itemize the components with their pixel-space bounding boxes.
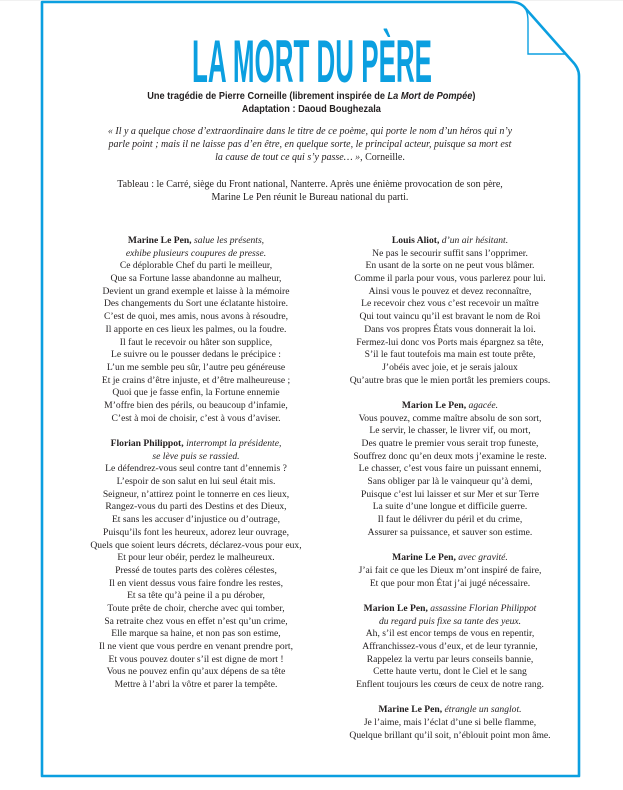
speech-block (69, 438, 323, 692)
scene-setting (60, 178, 560, 204)
verse-line: L’un me semble peu sûr, l’autre peu généreuse (106, 361, 286, 373)
stage-direction: avec gravité. (458, 552, 508, 564)
adaptation-credit: Adaptation : Daoud Boughezala (241, 104, 381, 115)
epigraph-last-line (60, 151, 560, 164)
verse-line: Je l’aime, mais l’éclat d’une si belle flamme, (363, 717, 537, 729)
verse-line: Et sa tête qu’à peine il a pu dérober, (127, 590, 265, 602)
verse-line: Et je crains d’être injuste, et d’être malheureuse ; (101, 374, 291, 386)
verse-line: L’espoir de son salut en lui seul était mis. (116, 476, 276, 488)
verse-line: Quoi que je fasse enfin, la Fortune ennemie (112, 387, 280, 399)
verse-line: Seigneur, n’attirez point le tonnerre en ces lieux, (102, 488, 290, 500)
verse-line: Et sans les accuser d’injustice ou d’outrage, (111, 514, 281, 526)
subtitle-prefix: Une tragédie de Pierre Corneille (librement inspirée de (147, 91, 388, 102)
verse-line: La suite d’une longue et difficile guerre. (372, 501, 528, 513)
verse-line: Puisqu’ils font les heureux, adorez leur ouvrage, (103, 526, 289, 538)
speaker-name: Marine Le Pen, (378, 704, 443, 716)
verse-line: Rangez-vous du parti des Destins et des Dieux, (105, 501, 287, 513)
speaker-line (69, 235, 323, 248)
stage-direction: étrangle un sanglot. (444, 704, 522, 716)
verse-line: Le chasser, c’est vous faire un puissant ennemi, (358, 463, 542, 475)
verse-line: Sa retraite chez vous en effet n’est qu’un crime, (104, 615, 288, 627)
speaker-name: Florian Philippot, (110, 438, 184, 449)
subtitle-work-title: La Mort de Pompée (387, 91, 473, 102)
page-title (0, 0, 623, 100)
verse-line: Et pour leur obéir, perdez le malheureux. (117, 552, 275, 564)
verse-line: Vous ne pouvez enfin qu’aux dépens de sa tête (106, 666, 286, 678)
verse-line: Le servir, le chasser, le livrer vif, ou mort, (369, 425, 531, 437)
speech-block (323, 400, 577, 540)
verse-line: Puisque c’est lui laisser et sur Mer et sur Terre (361, 488, 539, 500)
epigraph-line: « Il y a quelque chose d’extraordinaire dans le titre de ce poème, qui porte le nom d’un héros qui n’y (107, 126, 513, 137)
verse-line: Dans vos propres États vous donnerait la loi. (364, 323, 536, 335)
speaker-line (323, 235, 577, 248)
title-text: LA MORT DU PÈRE (192, 28, 432, 95)
verse-line: Assurer sa puissance, et sauver son estime. (367, 526, 533, 538)
speech-block (323, 704, 577, 742)
verse-line: Il faut le recevoir ou hâter son supplice, (119, 336, 273, 348)
verse-line: Sans obliger par là le vainqueur qu’à demi, (367, 476, 533, 488)
speech-block (69, 235, 323, 425)
verse-line: Mettre à l’abri la vôtre et parer la tempête. (114, 679, 278, 691)
verse-line: Il apporte en ces lieux les palmes, ou la foudre. (105, 323, 287, 335)
speaker-line (323, 400, 577, 413)
verse-line: Des changements du Sort une éclatante histoire. (103, 298, 289, 310)
epigraph-line: la cause de tout ce qui s’y passe… » (215, 152, 361, 163)
speaker-line (323, 704, 577, 717)
verse-line: Affranchissez-vous d’eux, et de leur tyrannie, (362, 641, 538, 652)
speaker-name: Louis Aliot, (391, 235, 440, 246)
verse-line: Comme il parla pour vous, vous parlerez pour lui. (354, 273, 546, 285)
verse-line: Fermez-lui donc vos Ports mais épargnez sa tête, (356, 336, 544, 348)
verse-line: Pressé de toutes parts des colères célestes, (115, 564, 277, 576)
verse-line: Souffrez donc qu’en deux mots j’examine le reste. (353, 450, 547, 462)
speech-block (323, 235, 577, 387)
verse-line: Cette haute vertu, dont le Ciel et le sang (373, 666, 527, 678)
verse-line: M’offre bien des périls, ou beaucoup d’infamie, (104, 399, 288, 411)
verse-line: Le défendrez-vous seul contre tant d’ennemis ? (105, 463, 287, 475)
verse-line: J’ai fait ce que les Dieux m’ont inspiré de faire, (358, 564, 542, 576)
speech-block (323, 552, 577, 590)
setting-line: Tableau : le Carré, siège du Front national, Nanterre. Après une énième provocation de son père, (117, 179, 503, 190)
verse-line: Devient un grand exemple et laisse à la mémoire (102, 285, 290, 297)
verse-line: Rappelez la vertu par leurs conseils bannie, (366, 653, 534, 665)
stage-direction: interrompt la présidente, (186, 438, 282, 449)
right-column (323, 235, 577, 743)
verse-line: Ah, s’il est encor temps de vous en repentir, (365, 628, 535, 640)
speaker-line (69, 438, 323, 451)
setting-line: Marine Le Pen réunit le Bureau national du parti. (211, 192, 409, 203)
stage-direction: se lève puis se rassied. (152, 450, 240, 462)
verse-line: Enflent toujours les cœurs de ceux de notre rang. (356, 679, 544, 691)
verse-line: Et que pour mon État j’ai jugé nécessaire. (369, 577, 531, 589)
verse-line: Ainsi vous le pouvez et devez reconnaître, (368, 285, 532, 297)
verse-line: Le suivre ou le pousser dedans le précipice : (111, 349, 281, 361)
verse-line: Elle marque sa haine, et non pas son estime, (111, 628, 281, 640)
stage-direction: agacée. (468, 399, 499, 411)
verse-line: En usant de la sorte on ne peut vous blâmer. (365, 260, 535, 272)
verse-line: Et vous pouvez douter s’il est digne de mort ! (108, 653, 284, 665)
verse-line: Vous pouvez, comme maître absolu de son sort, (358, 412, 542, 424)
verse-line: C’est de quoi, mes amis, nous avons à résoudre, (103, 311, 289, 323)
left-column (69, 235, 323, 692)
verse-line: Toute prête de choir, cherche avec qui tomber, (107, 602, 285, 614)
speaker-name: Marine Le Pen, (127, 235, 192, 246)
stage-direction: d’un air hésitant. (441, 235, 509, 246)
stage-direction: assassine Florian Philippot (430, 602, 537, 614)
stage-direction: exhibe plusieurs coupures de presse. (125, 247, 267, 259)
verse-line: Quelque brillant qu’il soit, n’éblouit point mon âme. (349, 729, 551, 741)
verse-line: Il faut le délivrer du péril et du crime, (377, 514, 523, 526)
epigraph-line: parle point ; mais il ne laisse pas d’en être, en quelque sorte, le principal acteur, puisque sa mort est (108, 139, 512, 150)
verse-line: Il ne vient que vous perdre en venant prendre port, (99, 641, 293, 652)
speech-block (323, 603, 577, 692)
subtitle (25, 90, 598, 103)
stage-direction: salue les présents, (194, 235, 265, 246)
verse-line: S’il le faut toutefois ma main est toute prête, (364, 349, 536, 361)
verse-line: Ce déplorable Chef du parti le meilleur, (119, 260, 273, 272)
speaker-name: Marion Le Pen, (363, 602, 428, 614)
verse-line: Quels que soient leurs décrets, déclarez-vous pour eux, (90, 539, 302, 551)
verse-line: Il en vient dessus vous faire fondre les restes, (109, 577, 283, 589)
verse-line: J’obéis avec joie, et je serais jaloux (382, 361, 518, 373)
verse-line: Des quatre le premier vous serait trop funeste, (361, 438, 539, 449)
verse-line: C’est à moi de choisir, c’est à vous d’aviser. (111, 412, 281, 424)
speaker-line (323, 603, 577, 616)
epigraph-attribution: , Corneille. (360, 152, 405, 163)
speaker-name: Marine Le Pen, (392, 552, 456, 564)
epigraph (60, 125, 560, 164)
stage-direction: du regard puis fixe sa tante des yeux. (378, 615, 522, 627)
verse-line: Qu’autre bras que le mien portât les premiers coups. (349, 374, 551, 386)
speaker-line (323, 552, 577, 565)
speaker-name: Marion Le Pen, (401, 399, 467, 411)
verse-line: Ne pas le secourir suffit sans l’opprimer. (372, 247, 528, 259)
verse-line: Qui tout vaincu qu’il est bravant le nom de Roi (359, 311, 541, 323)
subtitle-suffix: ) (472, 91, 476, 102)
verse-line: Que sa Fortune lasse abandonne au malheur, (110, 273, 282, 285)
verse-line: Le recevoir chez vous c’est recevoir un maître (361, 298, 539, 310)
